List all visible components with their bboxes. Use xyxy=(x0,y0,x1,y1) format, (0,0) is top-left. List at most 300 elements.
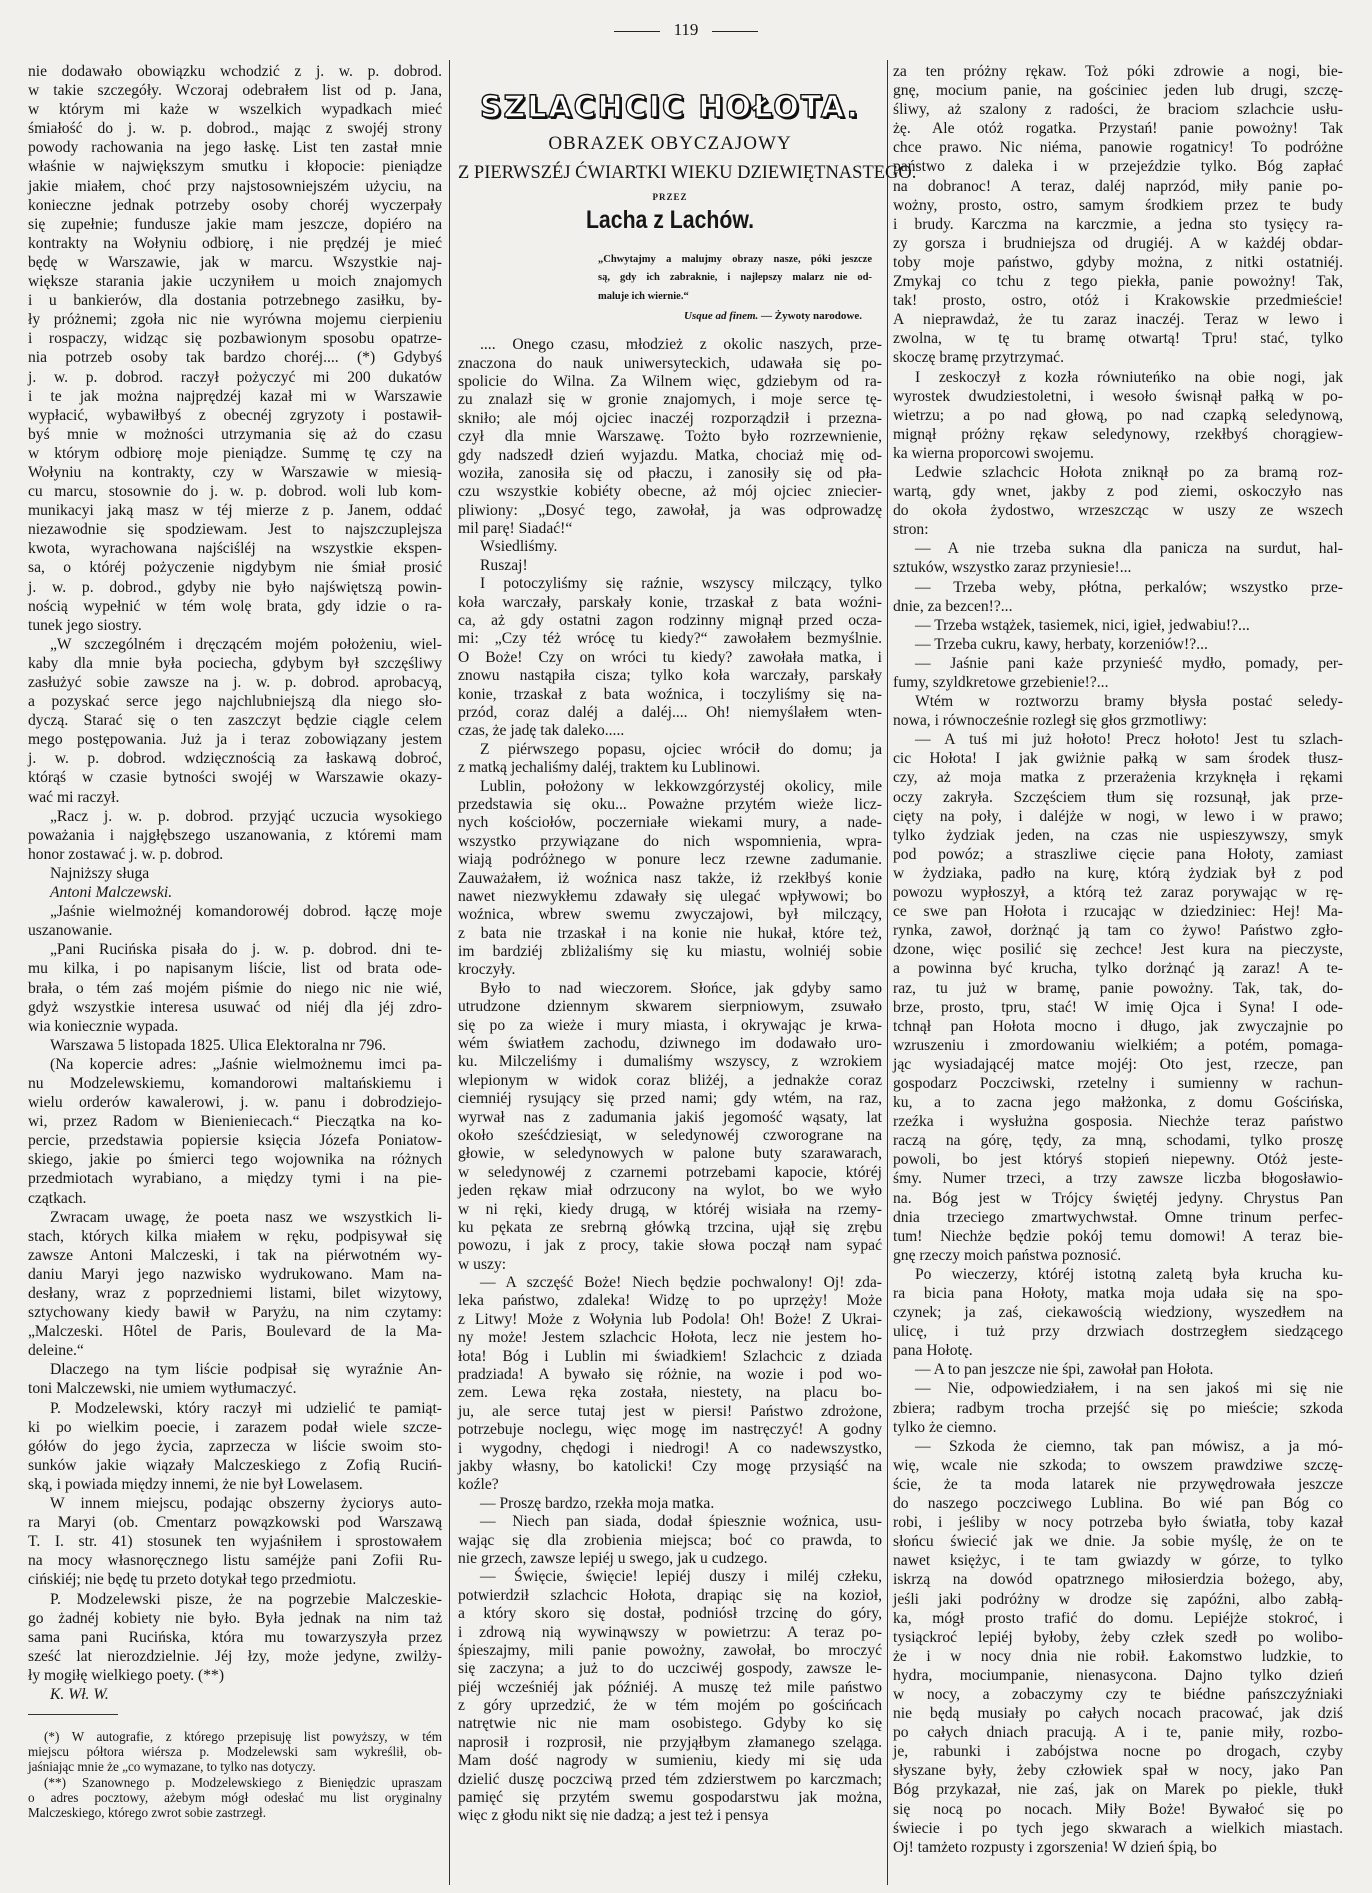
text-line: ca, aż gdy ostatni zagon rodzinny mignął przed ocza- xyxy=(458,612,882,630)
text-line: wać mi raczył. xyxy=(28,788,120,806)
text-line: jakby własny, bo katolicki! Czy mogę przysiąść na xyxy=(458,1458,882,1475)
text-line: wartą, gdy wnet, jakby z pod ziemi, oskoczyło nas xyxy=(893,483,1343,501)
text-line: daniu Maryi jego nazwisko wydrukowano. Mam na- xyxy=(28,1265,442,1283)
paragraph xyxy=(893,1360,1343,1379)
text-line: czył dla mnie Warszawę. Tożto było rozrzewnienie, xyxy=(458,428,882,446)
paragraph xyxy=(28,62,442,635)
text-line: „W szczególném i dręczącém mojém położeniu, wiel- xyxy=(50,635,442,653)
text-line: łota! Bóg i Lublin mi świadkiem! Szlachcic z dziada xyxy=(458,1347,882,1365)
text-line: — Jaśnie pani każe przynieść mydło, pomady, per- xyxy=(915,654,1343,672)
epigraph-source-title: Usque ad finem. xyxy=(684,310,759,323)
text-line: mi: „Czy téż wrócę tu kiedy?“ zawołałem bezmyślnie. xyxy=(458,630,882,648)
text-line: powozu, i jak z procy, takie słowa począł nam sypać xyxy=(458,1237,882,1255)
epigraph-source-work: — Żywoty narodowe. xyxy=(758,310,862,323)
text-line: Zwracam uwagę, że poeta nasz we wszystkich li- xyxy=(50,1208,442,1226)
text-line: ce swe pan Hołota i rzucając w dziedziniec: Hej! Ma- xyxy=(893,903,1343,921)
text-line: powoli, bo jest któryś stopień niepewny. Otóż jeste- xyxy=(893,1151,1343,1169)
text-line: tylko żydziak jeden, na czas nie uspieszywszy, smyk xyxy=(893,826,1343,844)
text-line: dyczą. Starać się o ten zaszczyt będzie ciągle celem xyxy=(28,712,442,730)
text-line: Antoni Malczewski. xyxy=(50,884,173,902)
text-line: Lublin, położony w lekkowzgórzystéj okolicy, mile xyxy=(480,777,882,795)
text-line: w nocy, a zobaczymy czy te biédne pańszczyźniaki xyxy=(893,1685,1343,1703)
paragraph xyxy=(458,1495,882,1513)
paragraph xyxy=(893,616,1343,635)
text-line: maluje ich wiernie.“ xyxy=(598,290,689,302)
text-line: gnę rzeczy moich państwa poznosić. xyxy=(893,1246,1122,1264)
column-divider xyxy=(449,60,450,1885)
text-line: ki po wielkim poecie, i zarazem podał wiele szcze- xyxy=(28,1418,442,1436)
text-line: śliwy, aż szalony z radości, że braciom szlachcie usłu- xyxy=(893,101,1343,119)
text-line: desłany, wraz z poprzedniemi listami, bilet wizytowy, xyxy=(28,1285,442,1302)
text-line: fumy, szyldkretowe grzebienie!?... xyxy=(893,674,1109,691)
paragraph xyxy=(28,1055,442,1208)
text-line: i u bankierów, dla dostania potrzebnego zasiłku, by- xyxy=(28,292,442,310)
text-line: nie grzech, zawsze lepiéj u swego, jak u cudzego. xyxy=(458,1549,768,1567)
byline-label: PRZEZ xyxy=(652,192,688,202)
divider xyxy=(712,31,758,32)
text-line: w żydziaka, padło na kurę, którą żydziak był z pod xyxy=(893,864,1343,882)
text-line: z Litwy! Może z Wołynia lub Podola! Oh! Boże! Z Ukrai- xyxy=(458,1310,882,1328)
text-line: Ledwie szlachcic Hołota zniknął po za bramą roz- xyxy=(915,463,1343,481)
text-line: jaśniając mnie że „co wymazane, to tylko nas dotyczy. xyxy=(28,1759,316,1775)
text-line: tylko że ciemno. xyxy=(893,1418,997,1436)
text-line: zem. Lewa ręka została, niestety, na placu bo- xyxy=(458,1384,882,1402)
text-line: wożny, prosto, ostro, samym środkiem przez te budy xyxy=(893,196,1343,214)
text-line: mu kilka, i po napisanym liście, list od brata ode- xyxy=(28,960,442,978)
text-line: żę. Ale otóż rogatka. Przystań! panie powożny! Tak xyxy=(893,120,1343,138)
text-line: jeśli jaki podróżny w drodze się zapóźni, albo zabłą- xyxy=(893,1590,1343,1608)
text-line: leka państwo, zdaleka! Widzę to po uprzęży! Może xyxy=(458,1292,882,1310)
paragraph xyxy=(28,902,442,940)
text-line: nych kościołów, poczerniałe wiekami mury, a nade- xyxy=(458,814,882,832)
text-line: wzruszeniu i zmordowaniu wielkiém; a potém, pomaga- xyxy=(893,1036,1343,1054)
text-line: nia potrzeb osoby tak bardzo choréj.... (*) Gdybyś xyxy=(28,349,442,367)
text-line: wszystko przywiązane do nich wspomnienia, wpra- xyxy=(458,832,882,850)
text-line: raz, tu już w bramę, panie powożny. Tak, tak, do- xyxy=(893,979,1343,997)
text-line: tysiąckroć lepiéj byłoby, żeby człek szedł po wolibo- xyxy=(893,1628,1343,1646)
page-number-text: 119 xyxy=(673,20,699,39)
text-line: nawet księżyc, i te tam gwiazdy w górze, to tylko xyxy=(893,1552,1343,1570)
paragraph xyxy=(893,654,1343,692)
text-line: gdyż wszystkie interesa usuwać od niéj dla jéj zdro- xyxy=(28,998,442,1016)
text-line: ską, i powiada między innemi, że nie był Lowelasem. xyxy=(28,1475,363,1493)
text-line: ły mogiłę wielkiego poety. (**) xyxy=(28,1666,225,1684)
text-line: będę w Warszawie, jak w marcu. Wszystkie naj- xyxy=(28,253,442,271)
text-line: znowu nastąpiła cisza; tylko koła warczały, parskały xyxy=(458,667,882,685)
text-line: ły próżnemi; zgoła nic nie wyrówna mojemu cierpieniu xyxy=(28,311,442,329)
text-line: cińskiéj; nie będę tu przeto dotykał tego przedmiotu. xyxy=(28,1571,357,1589)
text-line: Ruszaj! xyxy=(480,556,528,574)
text-line: Z piérwszego popasu, ojciec wrócił do domu; ja xyxy=(480,740,882,758)
text-line: dnie, za bezcen!?... xyxy=(893,597,1013,615)
text-line: — Szkoda że ciemno, tak pan mówisz, a ja mó- xyxy=(915,1437,1343,1455)
text-line: większe starania jakie uczyniłem u moich znajomych xyxy=(28,273,442,291)
text-line: Wołyniu na kontrakty, czy w Warszawie w miesią- xyxy=(28,463,442,481)
text-line: tak! prosto, ostro, otóż i Krakowskie przedmieście! xyxy=(893,292,1343,310)
text-line: w seledynowéj z czarnemi potrzebami kapocie, któréj xyxy=(458,1163,882,1181)
text-line: śmy. Numer trzeci, a trzy zawsze liczba błogosławio- xyxy=(893,1170,1343,1188)
text-line: T. I. str. 41) stosunek ten wyjaśniłem i sprostowałem xyxy=(28,1533,442,1551)
text-line: cu marcu, stosownie do j. w. p. dobrod. woli lub kom- xyxy=(28,483,442,501)
text-line: wia koniecznie wypada. xyxy=(28,1017,179,1035)
text-line: raczą na górę, tędy, za mną, schodami, tylko proszę xyxy=(893,1132,1343,1150)
text-line: rzeźka i wysłużna gosposia. Niechże teraz państwo xyxy=(893,1113,1343,1131)
text-line: i zdrową nią wywinąwszy w powietrzu: A teraz po- xyxy=(458,1623,882,1641)
text-line: ku pękata ze srebrną główką trzcina, ujął się zrębu xyxy=(458,1218,882,1236)
story-text xyxy=(458,336,882,1826)
text-line: kroczyły. xyxy=(458,961,516,979)
text-line: Oj! tamżeto rozpusty i zgorszenia! W dzień śpią, bo xyxy=(893,1838,1217,1856)
text-line: skniło; ale mój ojciec inaczéj rozporządził i przezna- xyxy=(458,409,882,427)
text-line: Bóg przykazał, nie zaś, jak on Marek po piekle, tłukł xyxy=(893,1781,1343,1799)
text-line: — Proszę bardzo, rzekła moja matka. xyxy=(480,1494,715,1512)
text-line: deleine.“ xyxy=(28,1342,84,1360)
text-line: gnę, mocium panie, na gościniec jeden lub drugi, szczę- xyxy=(893,82,1343,100)
text-line: tunek jego siostry. xyxy=(28,616,142,634)
text-line: pana Hołotę. xyxy=(893,1342,973,1360)
text-line: j. w. p. dobrod., gdyby nie było najświętszą powin- xyxy=(28,578,442,596)
signature xyxy=(28,864,442,883)
text-line: K. Wł. W. xyxy=(50,1685,109,1703)
paragraph xyxy=(893,635,1343,654)
text-line: j. w. p. dobrod. wdzięcznością za łaskawą dobroć, xyxy=(28,750,442,768)
text-line: słyszane były, żeby człowiek spał w nocy, jako Pan xyxy=(893,1762,1343,1780)
paragraph xyxy=(893,578,1343,616)
text-line: jąc wysiadającéj matce mojéj: Oto jest, rzecze, pan xyxy=(893,1055,1343,1073)
text-line: państwo z daleka i w przejeździe tylko. Bóg zapłać xyxy=(893,158,1343,176)
paragraph xyxy=(893,463,1343,539)
text-line: O Boże! Czy on wróci tu kiedy? zawołała matka, i xyxy=(458,648,882,666)
text-line: — A nie trzeba sukna dla panicza na surdut, hal- xyxy=(915,540,1343,558)
text-line: nie dodawało obowiązku wchodzić z j. w. p. dobrod. xyxy=(28,63,442,80)
text-line: Wtém w roztworzu bramy błysła postać seledy- xyxy=(915,693,1343,711)
text-line: na mocy własnoręcznego listu saméjże pani Zofii Ru- xyxy=(28,1552,442,1570)
text-line: wlepionym w widok coraz bliżéj, a jednakże coraz xyxy=(458,1071,882,1089)
footnote xyxy=(28,1729,442,1775)
paragraph xyxy=(458,741,882,778)
text-line: powody rachowania na jego łaskę. List ten zastał mnie xyxy=(28,139,442,157)
text-line: czu wszystkie kobiéty obecne, aż mój ojciec zniecier- xyxy=(458,483,882,501)
text-line: około sześćdziesiąt, w seledynowéj czworograne na xyxy=(458,1126,882,1144)
text-line: toni Malczewski, nie umiem wytłumaczyć. xyxy=(28,1380,297,1398)
text-line: Najniższy sługa xyxy=(50,864,150,882)
text-line: wém światłem zachodu, dziwnego im dodawało uro- xyxy=(458,1035,882,1053)
article-author: Lacha z Lachów. xyxy=(585,206,755,234)
paragraph xyxy=(28,940,442,1035)
paragraph xyxy=(458,557,882,575)
text-line: przedmiotach wyrabiano, a między tymi i na pie- xyxy=(28,1170,442,1188)
text-line: wietrzu; a po nad głową, po nad czapką seledynową, xyxy=(893,406,1343,424)
text-line: niezawodnie się spodziewam. Jest to najszczuplejsza xyxy=(28,521,442,539)
text-line: z matką jechaliśmy daléj, traktem ku Lublinowi. xyxy=(458,759,761,777)
text-line: na. Bóg jest w Trójcy świętéj jedyny. Chrystus Pan xyxy=(893,1189,1343,1207)
text-line: z góry uprzedzić, że w tém mojém po gościńcach xyxy=(458,1697,882,1715)
text-line: ulicę, i tuż przy drzwiach dostrzegłem siedzącego xyxy=(893,1323,1343,1341)
text-line: „Malczeski. Hôtel de Paris, Boulevard de la Ma- xyxy=(28,1323,442,1341)
text-line: że i w nocy dnia nie robił. Łakomstwo ludzkie, to xyxy=(893,1647,1343,1665)
text-line: mignął próżny rękaw seledynowy, rzekłbyś chorągiew- xyxy=(893,425,1343,443)
text-line: (**) Szanownego p. Modzelewskiego z Bieniędzic upraszam xyxy=(44,1774,442,1790)
text-line: — Trzeba cukru, kawy, herbaty, korzeniów!?... xyxy=(915,635,1208,653)
text-line: — A to pan jeszcze nie śpi, zawołał pan Hołota. xyxy=(915,1361,1214,1379)
text-line: głowie, w seledynowych w palone buty szarawarach, xyxy=(458,1145,882,1163)
text-line: gdy nadszedł dzień wyjazdu. Matka, chociaż mię od- xyxy=(458,446,882,464)
text-line: jeden rękaw miał odrzucony na wylot, bo we wyło xyxy=(458,1182,882,1200)
text-line: ka wierna proporcowi swojemu. xyxy=(893,444,1094,462)
text-line: „Racz j. w. p. dobrod. przyjąć uczucia wysokiego xyxy=(50,807,442,825)
text-line: A nieprawdaż, że tu zaraz inaczéj. Teraz w lewo i xyxy=(893,311,1343,329)
text-line: percie, przedstawia popiersie księcia Józefa Poniatow- xyxy=(28,1132,442,1150)
text-line: nawet niezwykłemu zdawały się ulegać wpływowi; bo xyxy=(458,887,882,905)
text-line: woźnica, wbrew swemu zwyczajowi, był milczący, xyxy=(458,906,882,924)
paragraph xyxy=(458,336,882,538)
text-line: I potoczyliśmy się raźnie, wszyscy milczący, tylko xyxy=(480,575,882,593)
text-line: koźle? xyxy=(458,1476,499,1494)
text-line: Zmykaj co tchu z tego piekła, panie powożny! Tak, xyxy=(893,273,1343,291)
text-line: pamięć się przytém swemu gospodarstwu jak można, xyxy=(458,1789,882,1807)
text-line: się nocą po nocach. Miły Boże! Bywałoć się po xyxy=(893,1800,1343,1818)
text-line: P. Modzelewski pisze, że na pogrzebie Malczeskie- xyxy=(50,1590,442,1608)
text-line: ciemniéj rysujący się przed nami; gdy wtém, na raz, xyxy=(458,1090,882,1108)
letter-text xyxy=(28,62,442,1704)
text-line: w takie szczegóły. Wczoraj odebrałem list od p. Jana, xyxy=(28,82,442,100)
text-line: oczy zakryła. Szczęściem tłum się rozsunął, jak prze- xyxy=(893,788,1343,806)
paragraph xyxy=(893,1379,1343,1436)
text-line: skiego, jakie po śmierci tego wojownika na różnych xyxy=(28,1151,442,1169)
text-line: pradziada! A bywało się różnie, na wozie i pod wo- xyxy=(458,1366,882,1384)
text-line: Było to nad wieczorem. Słońce, jak gdyby samo xyxy=(480,979,882,997)
text-line: im bardziéj zbliżaliśmy się ku miastu, wolniéj sobie xyxy=(458,943,882,961)
text-line: piéj wcześniéj jak późniéj. A muszę też mile państwo xyxy=(458,1678,882,1696)
text-line: przód, coraz daléj a daléj.... Oh! niemyślałem wten- xyxy=(458,703,882,721)
paragraph xyxy=(458,980,882,1274)
text-line: o adres pocztowy, ażebym mógł odesłać mu list oryginalny xyxy=(28,1789,442,1805)
text-line: właśnie w największym smutku i kłopocie: pieniądze xyxy=(28,158,442,176)
text-line: zasłużyć sobie zawsze na j. w. p. dobrod. aprobacyą, xyxy=(28,674,442,691)
text-line: tum! Niechże będzie pokój temu domowi! A teraz bie- xyxy=(893,1227,1343,1245)
text-line: a powinna być krucha, tylko dorżnąć ją zaraz! A te- xyxy=(893,960,1343,978)
text-line: „Jaśnie wielmożnéj komandorowéj dobrod. łączę moje xyxy=(50,903,442,921)
paragraph xyxy=(458,575,882,741)
text-line: „Chwytajmy a malujmy obrazy nasze, póki jeszcze xyxy=(598,254,872,265)
text-line: .... Onego czasu, młodzież z okolic naszych, prze- xyxy=(480,336,882,354)
column-right xyxy=(893,62,1343,1857)
text-line: miejscu półtora wiérsza p. Modzelewski sam wykreślił, ob- xyxy=(28,1744,442,1760)
text-line: Zauważałem, iż woźnica nasz także, iż rzekłbyś konie xyxy=(458,869,882,887)
text-line: do naszego poczciwego Lublina. Bo wié pan Bóg co xyxy=(893,1495,1343,1513)
text-line: „Pani Rucińska pisała do j. w. p. dobrod. dni te- xyxy=(50,941,442,959)
article-header xyxy=(458,90,917,235)
paragraph xyxy=(28,1360,442,1398)
text-line: robi, i jeśliby w nocy potrzeba było światła, toby kazał xyxy=(893,1514,1343,1532)
text-line: — Trzeba weby, płótna, perkalów; wszystko prze- xyxy=(915,578,1343,596)
text-line: zy gorsza i brudniejsza od drugiéj. A w każdéj obdar- xyxy=(893,234,1343,252)
divider xyxy=(614,31,660,32)
text-line: brze, prosto, tpru, stać! W imię Ojca i Syna! I ode- xyxy=(893,998,1343,1016)
text-line: Malczeskiego, którego zwrot sobie zastrzegł. xyxy=(28,1805,267,1820)
text-line: chce prawo. Nic niéma, panowie rogatnicy! To podróżne xyxy=(893,139,1343,157)
text-line: natrętwie nic nie mam osobistego. Gdyby ko się xyxy=(458,1715,882,1733)
text-line: dzone, więc posilić się zechce! Jest kura na pieczyste, xyxy=(893,941,1343,959)
text-line: ju, ale serce tutaj jest w piersi! Państwo zdrożone, xyxy=(458,1402,882,1420)
paragraph xyxy=(28,1399,442,1494)
text-line: na dobranoc! A teraz, daléj naprzód, miły panie po- xyxy=(893,177,1343,195)
text-line: za ten próżny rękaw. Toż póki zdrowie a nogi, bie- xyxy=(893,63,1343,80)
text-line: poważania i najgłębszego uszanowania, z któremi mam xyxy=(28,826,442,844)
text-line: ku, a to zacna jego małżonka, z domu Gościńska, xyxy=(893,1094,1343,1112)
text-line: przedstawia się oku... Poważne przytém wieże licz- xyxy=(458,795,882,813)
text-line: kaby dla mnie była pociecha, gdybym był szczęśliwy xyxy=(28,654,442,672)
text-line: którąś w czasie bytności swojéj w Warszawie okazy- xyxy=(28,769,442,787)
text-line: — Święcie, święcie! lepiéj duszy i miléj człeku, xyxy=(480,1568,882,1586)
text-line: sztychowany kiedy bawił w Paryżu, na nim czytamy: xyxy=(28,1304,442,1322)
paragraph xyxy=(893,730,1343,1265)
paragraph xyxy=(893,692,1343,730)
text-line: nością wypełnić w tém wolę brata, gdy idzie o ra- xyxy=(28,597,442,615)
text-line: — Nie, odpowiedziałem, i na sen jakoś mi się nie xyxy=(915,1380,1343,1398)
text-line: skoczę bramę przytrzymać. xyxy=(893,349,1065,367)
text-line: wiają podróżnego w ponure lecz rzewne zadumanie. xyxy=(458,851,882,869)
text-line: i wygodny, chędogi i niedrogi! A co nadewszystko, xyxy=(458,1439,882,1457)
text-line: do okoła żydostwo, wrzeszcząc w uszy ze wszech xyxy=(893,502,1343,520)
text-line: ście, że ta moda latarek nie przywędrowała jeszcze xyxy=(893,1475,1343,1493)
text-line: W innem miejscu, podając obszerny życiorys auto- xyxy=(50,1495,442,1513)
text-line: tchnął pan Hołota mocno i długo, jak zwyczajnie po xyxy=(893,1017,1343,1035)
article-subtitle-2: Z PIERWSZÉJ ĆWIARTKI WIEKU DZIEWIĘTNASTEGO. xyxy=(458,163,917,183)
text-line: wi, przez Radom w Bienieniecach.“ Pieczątka na ko- xyxy=(28,1113,442,1131)
text-line: honor zostawać j. w. p. dobrod. xyxy=(28,845,224,863)
text-line: — A tuś mi już hołoto! Precz hołoto! Jest tu szlach- xyxy=(915,731,1343,749)
text-line: rynka, zawoł, dorżnąć ją tam co żywo! Państwo zgło- xyxy=(893,922,1343,940)
text-line: ka, mógł prosto trafić do domu. Lepiéjże stokroć, i xyxy=(893,1609,1343,1627)
text-line: kontrakty na Wołyniu odbiorę, i nie prędzéj je mieć xyxy=(28,234,442,252)
text-line: sunków jakie wiązały Malczeskiego z Zofią Ruciń- xyxy=(28,1456,442,1474)
text-line: nie będą musiały po całych nocach pracować, jak dziś xyxy=(893,1705,1343,1723)
text-line: pliwiony: „Dosyć tego, zawołał, ja was odprowadzę xyxy=(458,501,882,519)
text-line: sama pani Rucińska, która mu towarzyszyła przez xyxy=(28,1628,442,1646)
footnote xyxy=(28,1775,442,1821)
paragraph xyxy=(893,62,1343,368)
text-line: i te jak można najprędzéj kazał mi w Warszawie xyxy=(28,387,442,405)
text-line: toby moje państwo, gdyby można, z nitki ostatniéj. xyxy=(893,253,1343,271)
text-line: jakie miałem, choć przy najstosowniejszém użyciu, na xyxy=(28,177,442,195)
paragraph xyxy=(458,1513,882,1568)
paragraph xyxy=(28,1590,442,1685)
epigraph-source xyxy=(458,310,862,322)
paragraph xyxy=(28,1494,442,1589)
text-line: w którym mi każe w wszelkich wypadkach mieć xyxy=(28,101,442,119)
paragraph xyxy=(28,807,442,864)
text-line: Dlaczego na tym liście podpisał się wyraźnie An- xyxy=(50,1361,442,1379)
text-line: byś mnie w możności utrzymania się aż do czasu xyxy=(28,425,442,443)
paragraph xyxy=(458,1568,882,1825)
text-line: wając się dla zrobienia miejsca; boć co prawda, to xyxy=(458,1531,882,1549)
text-line: mego postępowania. Już ja i teraz zobowiązany jestem xyxy=(28,731,442,749)
text-line: się zaczyna; a już to do uczciwéj gospody, zawsze le- xyxy=(458,1660,882,1678)
text-line: I zeskoczył z kozła równiuteńko na obie nogi, jak xyxy=(915,368,1343,386)
text-line: wyrostek dwudziestoletni, i wesoło świsnął pałką w po- xyxy=(893,387,1343,405)
text-line: — Trzeba wstążek, tasiemek, nici, igieł, jedwabiu!?... xyxy=(915,616,1250,634)
text-line: — A szczęść Boże! Niech będzie pochwalony! Oj! zda- xyxy=(480,1274,882,1292)
text-line: j. w. p. dobrod. raczył pożyczyć mi 200 dukatów xyxy=(28,368,442,386)
text-line: uszanowanie. xyxy=(28,922,113,940)
text-line: (*) W autografie, z którego przepisuję list powyższy, w tém xyxy=(44,1729,442,1745)
text-line: słońcu świecić jak we dnie. Ja sobie myślę, że on te xyxy=(893,1533,1343,1551)
text-line: sztuków, wszystko zaraz przyniesie!... xyxy=(893,559,1132,577)
signature xyxy=(28,883,442,902)
paragraph xyxy=(893,368,1343,463)
article-title: SZLACHCIC HOŁOTA. xyxy=(479,90,861,125)
paragraph xyxy=(893,1265,1343,1360)
text-line: czątkach. xyxy=(28,1189,87,1207)
text-line: naprosił i rozprosił, nie przyjąłbym złamanego szeląga. xyxy=(458,1733,882,1751)
paragraph xyxy=(28,1208,442,1361)
text-line: zbiera; radbym trocha przejść się po mieście; szkoda xyxy=(893,1399,1343,1417)
text-line: czy, aż moja matka z przerażenia krzyknęła i rękami xyxy=(893,769,1343,787)
text-line: czynek; ja zaś, ciekawością wiedziony, wyszedłem na xyxy=(893,1304,1343,1322)
text-line: stach, których kilka miałem w ręku, podpisywał się xyxy=(28,1227,442,1245)
text-line: utrudzone dziennym skwarem sierpniowym, zsuwało xyxy=(458,998,882,1016)
paragraph xyxy=(28,635,442,807)
column-left xyxy=(28,62,442,1820)
text-line: wypłacić, wybawiłbyś z obecnéj zgryzoty i postawił- xyxy=(28,406,442,424)
text-line: — Niech pan siada, dodał śpiesznie woźnica, usu- xyxy=(480,1513,882,1531)
text-line: czas, że jadę tak daleko..... xyxy=(458,722,625,740)
text-line: Warszawa 5 listopada 1825. Ulica Elektoralna nr 796. xyxy=(50,1036,387,1054)
text-line: ra Maryi (ob. Cmentarz powązkowski pod Warszawą xyxy=(28,1514,442,1532)
text-line: i rospaczy, widząc się pozbawionym sposobu opatrze- xyxy=(28,330,442,348)
text-line: P. Modzelewski, który raczył mi udzielić te pamiąt- xyxy=(50,1399,442,1417)
text-line: świecie i po tych jego skwarach a wielkich miastach. xyxy=(893,1819,1343,1837)
text-line: znaczona do nauk uniwersyteckich, udawała się po- xyxy=(458,354,882,372)
text-line: Mam dość nagrody w sumieniu, kiedy mi się uda xyxy=(458,1752,882,1770)
footnotes xyxy=(28,1729,442,1820)
text-line: a pozyskać serce jego najchlubniejszą dla niego sło- xyxy=(28,693,442,711)
text-line: zu znalazł się w gronie znajomych, i moje serce tę- xyxy=(458,391,882,409)
paragraph xyxy=(458,1274,882,1495)
text-line: w uszy: xyxy=(458,1255,507,1273)
paragraph xyxy=(458,538,882,556)
text-line: ny może! Jestem szlachcic Hołota, lecz nie jestem ho- xyxy=(458,1329,882,1347)
paragraph xyxy=(893,1437,1343,1857)
text-line: potrzebuje noclegu, więc mogę im nastręczyć! A godny xyxy=(458,1421,882,1439)
paragraph xyxy=(28,1036,442,1055)
text-line: wyrwał nas z zadumania jakiś jegomość wąsaty, lat xyxy=(458,1108,882,1126)
text-line: munikacyi jaką masz w téj mierze z p. Janem, oddać xyxy=(28,502,442,520)
text-line: brała, o tém zaś mojém piśmie do niego nic nie wié, xyxy=(28,979,442,997)
text-line: sa, o któréj pożyczenie nigdybym nie śmiał prosić xyxy=(28,559,442,577)
text-line: stron: xyxy=(893,521,929,539)
text-line: iskrzą na dowód opatrznego miłosierdzia bożego, aby, xyxy=(893,1571,1343,1589)
text-line: po całych dniach pracują. A i te, panie miły, rozbo- xyxy=(893,1724,1343,1742)
text-line: kwota, wyrachowana najściśléj na wszystkie ekspen- xyxy=(28,540,442,558)
text-line: w ni ręki, kiedy drugą, w któréj wisiała na rzemy- xyxy=(458,1200,882,1218)
text-line: je, rabunki i zabójstwa nocne po drogach, czyby xyxy=(893,1743,1343,1761)
text-line: śmiałość do j. w. p. dobrod., mając z swojéj strony xyxy=(28,120,442,138)
text-line: gółów do jego życia, zaprzecza w liście swoim sto- xyxy=(28,1437,442,1455)
text-line: gospodarz Poczciwski, rzetelny i sumienny w rachun- xyxy=(893,1074,1343,1092)
text-line: cic Hołota! I jak gwiżnie pałką w sam środek tłusz- xyxy=(893,750,1343,768)
column-divider xyxy=(887,60,888,1885)
text-line: potwierdził szlachcic Hołota, drapiąc się na kozioł, xyxy=(458,1586,882,1604)
text-line: a który skoro się dostał, podniósł trzcinę do góry, xyxy=(458,1605,882,1623)
text-line: woziła, zanosiła się od płaczu, i zanosiły się od pła- xyxy=(458,464,882,482)
text-line: go żadnéj kobiety nie było. Była jednak na nim taż xyxy=(28,1609,442,1627)
text-line: hydra, mociumpanie, nienasycona. Dajno tylko dzień xyxy=(893,1666,1343,1684)
text-line: więc z głodu nikt się nie dadzą; a jest też i pensya xyxy=(458,1807,769,1825)
text-line: z bata nie trzaskał i na konie nie hukał, które też, xyxy=(458,924,882,942)
epigraph xyxy=(598,251,872,306)
